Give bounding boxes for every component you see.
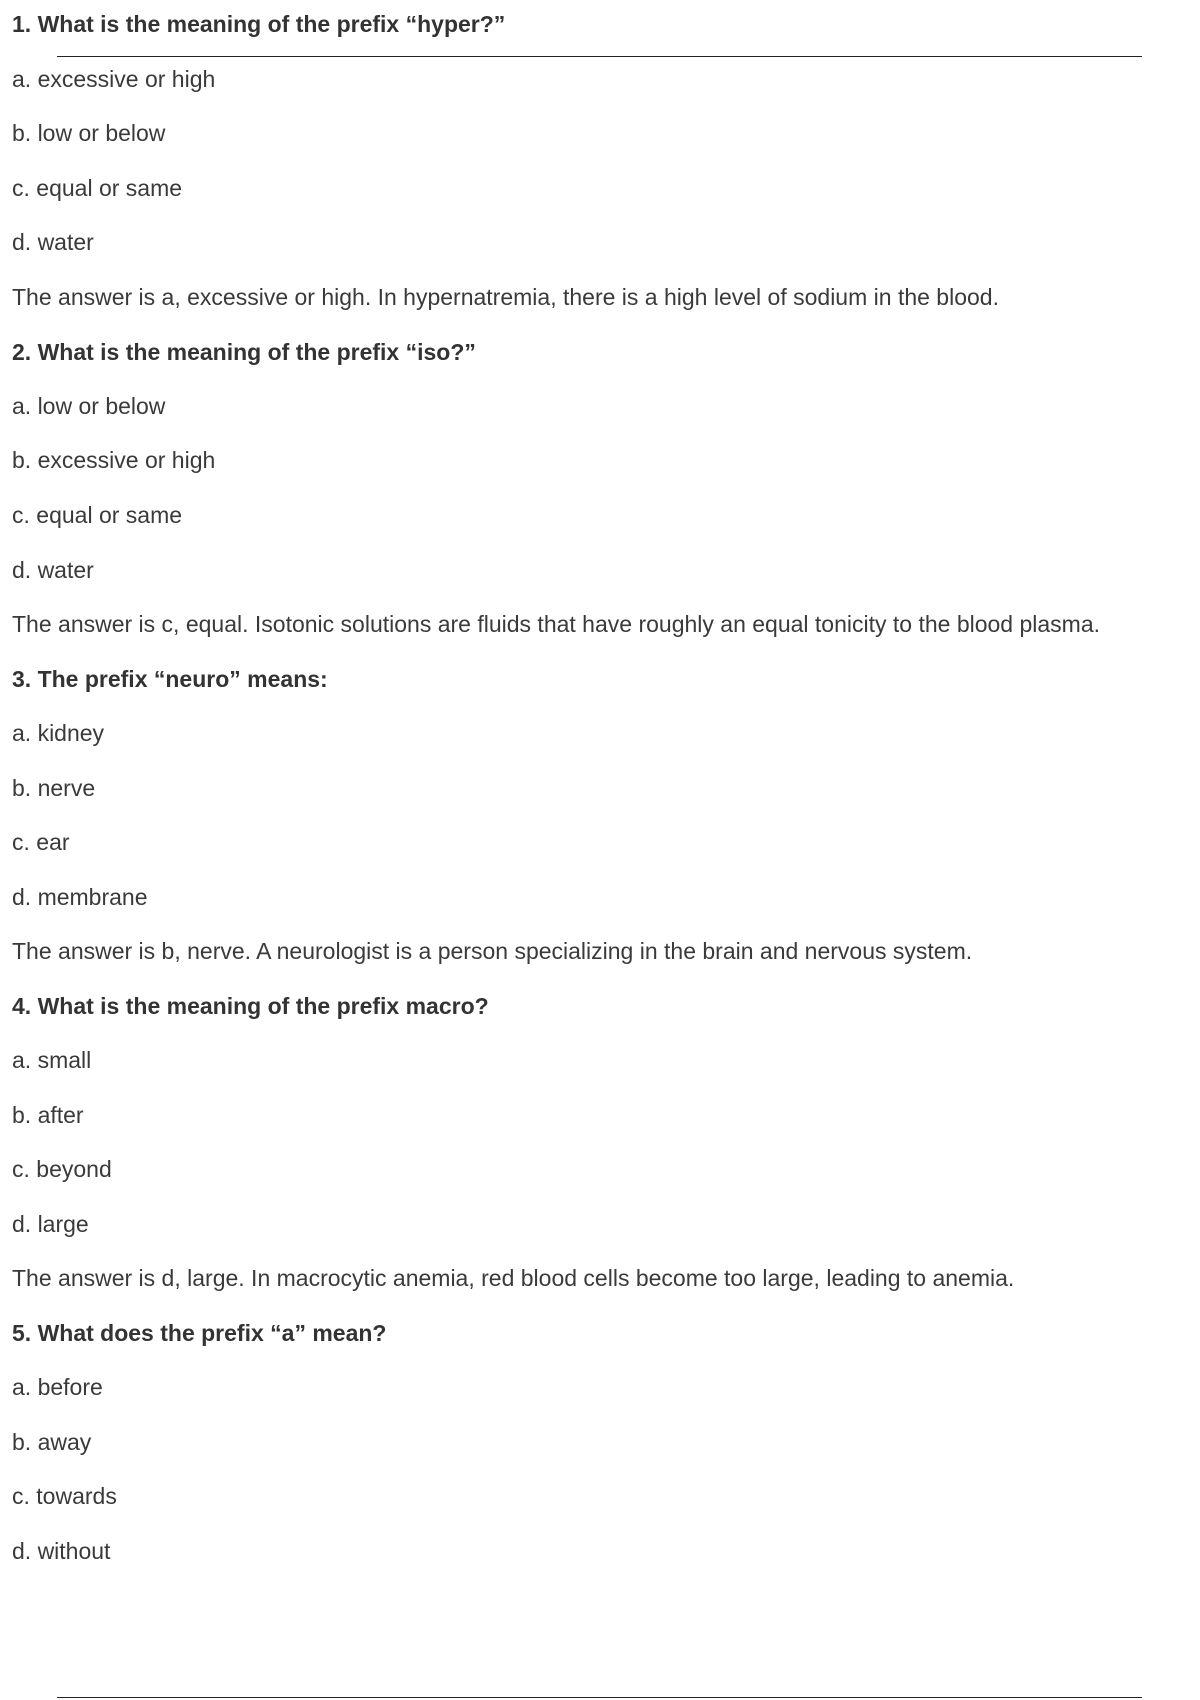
answer-explanation: The answer is c, equal. Isotonic solutions are fluids that have roughly an equal tonicity to the blood plasma. xyxy=(12,611,1101,637)
answer-option: a. kidney xyxy=(12,720,105,746)
answer-option: d. water xyxy=(12,229,94,255)
answer-option: c. beyond xyxy=(12,1156,112,1182)
answer-option: d. membrane xyxy=(12,884,148,910)
answer-option: d. water xyxy=(12,557,94,583)
question-title: 1. What is the meaning of the prefix “hyper?” xyxy=(12,11,506,37)
answer-option: d. large xyxy=(12,1211,89,1237)
answer-option: b. away xyxy=(12,1429,92,1455)
answer-option: a. small xyxy=(12,1047,92,1073)
answer-explanation: The answer is b, nerve. A neurologist is a person specializing in the brain and nervous system. xyxy=(12,938,973,964)
answer-explanation: The answer is d, large. In macrocytic anemia, red blood cells become too large, leading to anemia. xyxy=(12,1265,1015,1291)
question-title: 5. What does the prefix “a” mean? xyxy=(12,1320,387,1346)
answer-option: b. low or below xyxy=(12,120,166,146)
question-title: 4. What is the meaning of the prefix macro? xyxy=(12,993,489,1019)
answer-option: b. excessive or high xyxy=(12,447,216,473)
question-title: 2. What is the meaning of the prefix “iso?” xyxy=(12,339,476,365)
question-title: 3. The prefix “neuro” means: xyxy=(12,666,328,692)
answer-option: a. before xyxy=(12,1374,103,1400)
bottom-divider xyxy=(57,1697,1142,1698)
answer-option: b. after xyxy=(12,1102,84,1128)
answer-option: c. equal or same xyxy=(12,502,183,528)
answer-option: b. nerve xyxy=(12,775,96,801)
answer-option: a. low or below xyxy=(12,393,166,419)
top-divider xyxy=(57,56,1142,57)
answer-option: c. equal or same xyxy=(12,175,183,201)
answer-option: c. towards xyxy=(12,1483,117,1509)
answer-option: c. ear xyxy=(12,829,70,855)
answer-option: d. without xyxy=(12,1538,111,1564)
answer-option: a. excessive or high xyxy=(12,66,216,92)
answer-explanation: The answer is a, excessive or high. In hypernatremia, there is a high level of sodium in the blood. xyxy=(12,284,999,310)
